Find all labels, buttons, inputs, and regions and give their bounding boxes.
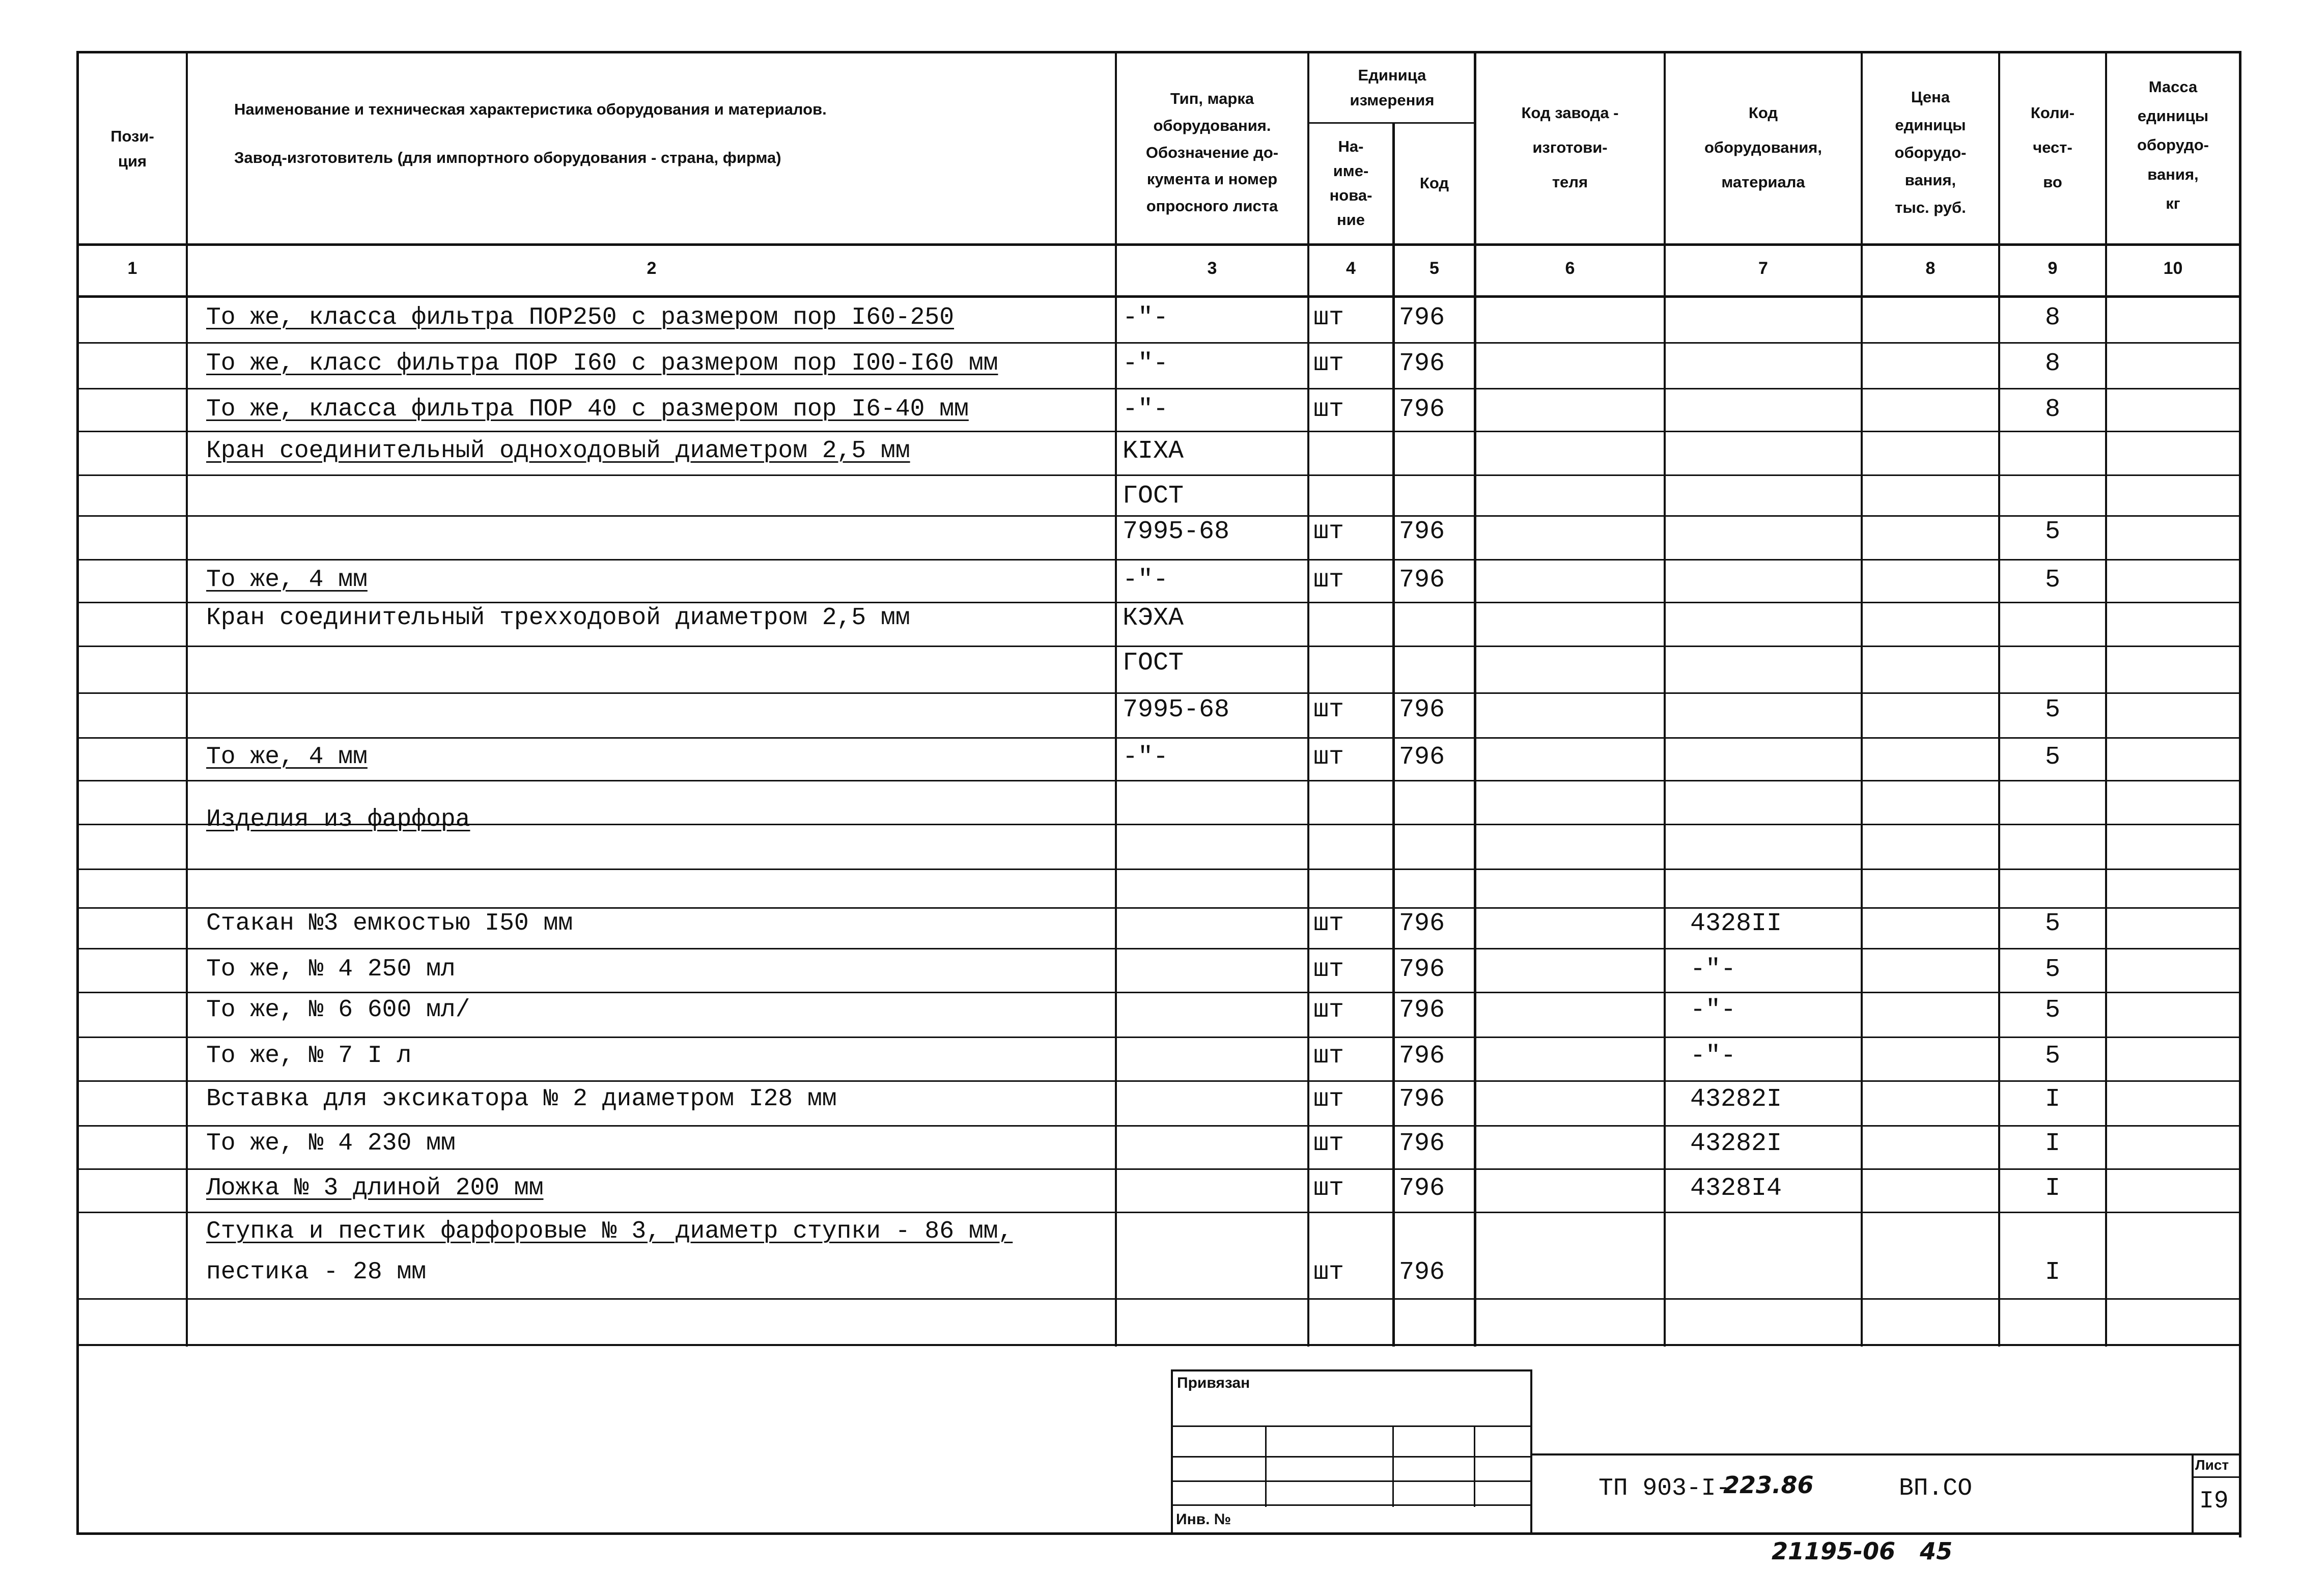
cell-unit: шт [1313,743,1344,772]
col-number: 3 [1207,259,1217,278]
cell-unit: шт [1313,303,1344,332]
cell-unit: шт [1313,395,1344,424]
cell-unit: шт [1313,1129,1344,1158]
cell-type: -"- [1123,566,1169,595]
cell-name: То же, № 4 250 мл [206,956,456,983]
cell-type: ГОСТ [1123,482,1184,511]
cell-code: 796 [1399,566,1445,595]
col-number: 10 [2163,259,2183,278]
cell-qty: 5 [2044,743,2060,772]
archive-number-handwritten: 21195-06 45 [1772,1537,1953,1565]
col-sep-1 [186,51,188,1347]
cell-name: То же, 4 мм [206,743,368,771]
cell-name: То же, № 7 I л [206,1042,412,1070]
header-quantity: Коли- чест- во [2030,103,2075,191]
document-suffix: ВП.СО [1899,1475,1973,1502]
stamp-line [1171,1504,1532,1506]
cell-qty: 5 [2044,695,2060,724]
stamp-vline [1392,1425,1394,1507]
cell-type: -"- [1123,743,1169,772]
col-sep-3 [1307,51,1309,1347]
row-line [76,992,2240,993]
header-name-line1: Наименование и техническая характеристика оборудования и материалов. [234,100,827,118]
row-line [76,1298,2240,1300]
stamp-box-right [1530,1369,1532,1535]
cell-equip: -"- [1690,996,1736,1025]
cell-qty: I [2044,1085,2060,1114]
row-line [76,388,2240,389]
row-line [76,431,2240,432]
col-sep-4 [1392,122,1395,1347]
cell-type: KIXA [1123,437,1184,466]
cell-type: -"- [1123,349,1169,378]
row-line [76,474,2240,476]
cell-unit: шт [1313,695,1344,724]
col-sep-6 [1664,51,1666,1347]
row-line [76,1125,2240,1127]
frame-right [2239,51,2241,1537]
stamp-line [1171,1425,1532,1427]
cell-qty: 8 [2044,395,2060,424]
cell-code: 796 [1399,955,1445,984]
cell-name: То же, класс фильтра ПОР I60 с размером пор I00-I60 мм [206,350,998,377]
cell-qty: 5 [2044,517,2060,546]
sheet-label: Лист [2195,1457,2229,1473]
row-line [76,515,2240,517]
row-line [76,1080,2240,1082]
cell-code: 796 [1399,1085,1445,1114]
cell-unit: шт [1313,1085,1344,1114]
col-sep-5 [1474,51,1476,1347]
cell-qty: I [2044,1174,2060,1203]
cell-qty: I [2044,1258,2060,1287]
col-number: 2 [647,259,657,278]
cell-qty: 5 [2044,909,2060,938]
cell-code: 796 [1399,996,1445,1025]
cell-name: Стакан №3 емкостью I50 мм [206,910,573,937]
cell-unit: шт [1313,1042,1344,1071]
cell-name: То же, № 6 600 мл/ [206,996,470,1024]
cell-code: 796 [1399,695,1445,724]
cell-equip: 4328II [1690,909,1782,938]
document-code: ТП 903-I- [1599,1475,1731,1502]
row-line [76,907,2240,909]
header-name-block [188,53,1115,244]
cell-name: Ложка № 3 длиной 200 мм [206,1174,544,1202]
inventory-label: Инв. № [1176,1511,1231,1528]
cell-type: 7995-68 [1123,695,1230,724]
cell-name: То же, класса фильтра ПОР 40 с размером пор I6-40 мм [206,396,969,423]
cell-qty: 8 [2044,303,2060,332]
col-sep-2 [1115,51,1117,1347]
header-type: Тип, марка оборудования. Обозначение до- кумента и номер опросного листа [1145,90,1279,215]
cell-type: ГОСТ [1123,649,1184,678]
cell-unit: шт [1313,996,1344,1025]
cell-name: Кран соединительный трехходовой диаметром 2,5 мм [206,604,910,632]
cell-code: 796 [1399,395,1445,424]
stamp-vline [1265,1425,1267,1507]
cell-name: То же, 4 мм [206,566,368,594]
col-sep-9 [2105,51,2107,1347]
header-mass: Масса единицы оборудо- вания, кг [2137,77,2209,213]
cell-qty: 5 [2044,955,2060,984]
cell-equip: 4328I4 [1690,1174,1782,1203]
cell-type: 7995-68 [1123,517,1230,546]
row-line [76,780,2240,781]
col-number: 7 [1758,259,1768,278]
cell-qty: 8 [2044,349,2060,378]
cell-code: 796 [1399,517,1445,546]
cell-equip: 43282I [1690,1085,1782,1114]
header-name-line2: Завод-изготовитель (для импортного оборудования - страна, фирма) [234,148,781,166]
header-unit: Единица измерения [1350,66,1435,109]
cell-code: 796 [1399,1042,1445,1071]
cell-type: -"- [1123,303,1169,332]
cell-equip: -"- [1690,1042,1736,1071]
cell-name: Кран соединительный одноходовый диаметром 2,5 мм [206,437,910,465]
cell-type: -"- [1123,395,1169,424]
row-line [76,737,2240,739]
cell-unit: шт [1313,955,1344,984]
cell-code: 796 [1399,743,1445,772]
row-line [76,342,2240,344]
row-line [76,1037,2240,1038]
cell-code: 796 [1399,1174,1445,1203]
header-position: Пози- ция [110,127,154,170]
row-line [76,869,2240,870]
row-line [76,948,2240,949]
cell-code: 796 [1399,909,1445,938]
header-unit-code: Код [1419,174,1449,192]
cell-unit: шт [1313,1258,1344,1287]
table-bottom-line [76,1344,2240,1346]
cell-qty: I [2044,1129,2060,1158]
frame-bottom [76,1532,2241,1535]
cell-code: 796 [1399,1129,1445,1158]
cell-unit: шт [1313,349,1344,378]
row-line [76,559,2240,561]
cell-unit: шт [1313,909,1344,938]
cell-equip: -"- [1690,955,1736,984]
cell-code: 796 [1399,1258,1445,1287]
stamp-vline [1474,1425,1475,1507]
stamp-line [1171,1480,1532,1482]
numbers-bottom-line [76,295,2240,298]
header-equipment-code: Код оборудования, материала [1704,103,1822,191]
col-number: 5 [1429,259,1439,278]
row-line [76,1168,2240,1170]
col-number: 6 [1565,259,1575,278]
stamp-box-left [1171,1369,1173,1535]
cell-name: Вставка для эксикатора № 2 диаметром I28 мм [206,1085,837,1113]
col-sep-7 [1861,51,1863,1347]
sheet-box-line [2192,1476,2240,1478]
row-line [76,602,2240,603]
col-number: 8 [1925,259,1936,278]
row-line [76,1212,2240,1213]
cell-name: То же, № 4 230 мм [206,1130,456,1157]
sheet-box-left [2192,1453,2194,1535]
cell-unit: шт [1313,566,1344,595]
bound-label: Привязан [1177,1375,1250,1391]
stamp-box-top [1171,1369,1532,1371]
row-line [76,692,2240,694]
header-unit-name: На- име- нова- ние [1329,137,1372,229]
cell-code: 796 [1399,303,1445,332]
cell-name: пестика - 28 мм [206,1258,427,1286]
stamp-line [1171,1456,1532,1458]
unit-sub-line [1307,122,1475,124]
header-factory-code: Код завода - изготови- теля [1521,103,1619,191]
col-number: 9 [2048,259,2058,278]
cell-name: Ступка и пестик фарфоровые № 3, диаметр ступки - 86 мм, [206,1218,1013,1245]
col-number: 4 [1346,259,1356,278]
header-price: Цена единицы оборудо- вания, тыс. руб. [1894,88,1967,217]
stamp-main-top [1530,1453,2240,1455]
sheet-number: I9 [2199,1488,2229,1515]
cell-name: То же, класса фильтра ПОР250 с размером пор I60-250 [206,304,955,331]
cell-name: Изделия из фарфора [206,806,470,833]
cell-unit: шт [1313,517,1344,546]
cell-unit: шт [1313,1174,1344,1203]
cell-type: КЭХА [1123,604,1184,633]
cell-qty: 5 [2044,996,2060,1025]
col-number: 1 [127,259,137,278]
document-code-handwritten: 223.86 [1723,1471,1814,1499]
cell-code: 796 [1399,349,1445,378]
row-line [76,646,2240,647]
cell-equip: 43282I [1690,1129,1782,1158]
cell-qty: 5 [2044,1042,2060,1071]
cell-qty: 5 [2044,566,2060,595]
